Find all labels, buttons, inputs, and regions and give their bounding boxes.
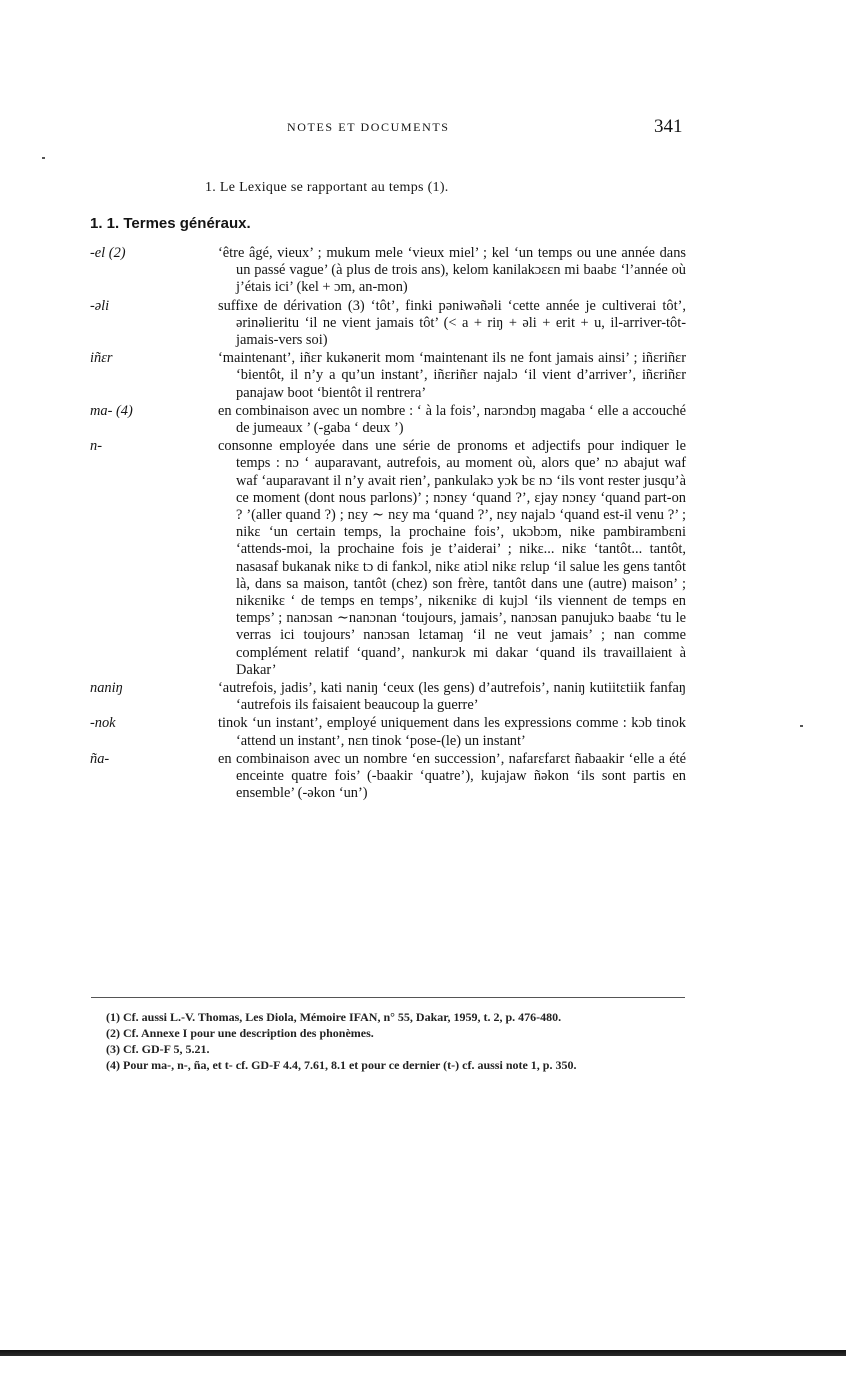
footnotes — [90, 1009, 686, 1073]
footnote-divider — [91, 997, 685, 998]
entry-term: n- — [90, 438, 102, 455]
scan-speck — [42, 157, 45, 159]
entry-term: naniŋ — [90, 680, 123, 697]
entry-definition: tinok ‘un instant’, employé uniquement dans les expressions comme : kɔb tinok ‘attend un instant’, nɛn tinok ‘pose-(le) un instant’ — [218, 715, 686, 749]
page-bottom-edge — [0, 1350, 846, 1356]
footnote: (4) Pour ma-, n-, ña, et t- cf. GD-F 4.4, 7.61, 8.1 et pour ce dernier (t-) cf. aussi note 1, p. 350. — [106, 1058, 577, 1072]
lexicon-entry — [90, 680, 686, 714]
running-head: NOTES ET DOCUMENTS — [287, 120, 450, 134]
entry-definition: ‘autrefois, jadis’, kati naniŋ ‘ceux (les gens) d’autrefois’, naniŋ kutiitɛtiik fanfaŋ ‘autrefois ils faisaient beaucoup la guerre’ — [218, 680, 686, 714]
lexicon-entries — [90, 245, 686, 804]
page-number: 341 — [654, 116, 683, 137]
lexicon-entry — [90, 298, 686, 350]
lexicon-entry — [90, 350, 686, 402]
entry-definition: consonne employée dans une série de pronoms et adjectifs pour indiquer le temps : nɔ ‘ auparavant, autrefois, au moment où, alors que’ nɔ abajut waf waf ‘auparavant il n’y avait rien’, pankulakɔ yɔk bɛ nɔ ‘ils vont rester jusqu’à ce moment (dont nous parlons)’ ; nɔnɛy ‘quand ?’, ɛjay nɔnɛy ‘quand part-on ? ’(aller quand ?) ; nɛy ∼ nɛy ma ‘quand ?’, nɛy najalɔ ‘quand est-il venu ?’ ; nikɛ ‘un certain temps, la prochaine fois’, ukɔbɔm, nike pambirambɛni ‘attends-moi, la prochaine fois je t’aiderai’ ; nikɛ... nikɛ ‘tantôt... tantôt, nasasaf bukanak nikɛ tɔ di fankɔl, nikɛ atiɔl nikɛ rɛlup ‘il salue les gens tantôt là, dans sa maison, tantôt (chez) son frère, tantôt dans une (autre) maison’ ; nikɛnikɛ ‘ de temps en temps’, nikɛnikɛ di kujɔl ‘ils viennent de temps en temps’ ; nanɔsan ∼nanɔnan ‘toujours, jamais’, nanɔsan panujukɔ baabɛ ‘tu le verras ici toujours’ nanɔsan lɛtamaŋ ‘il ne veut jamais’ ; nan comme complément relatif ‘quand’, nankurɔk mi dakar ‘quand ils travaillaient à Dakar’ — [218, 438, 686, 678]
footnote: (3) Cf. GD-F 5, 5.21. — [106, 1042, 210, 1056]
lexicon-entry — [90, 403, 686, 437]
lexicon-entry — [90, 715, 686, 749]
subsection-title: 1. 1. Termes généraux. — [90, 215, 251, 232]
entry-definition: suffixe de dérivation (3) ‘tôt’, finki pəniwəñəli ‘cette année je cultiverai tôt’, ərinəlieritu ‘il ne vient jamais tôt’ (< a + riŋ + əli + erit + u, il-arriver-tôt-jamais-vers soi) — [218, 297, 686, 349]
entry-definition: ‘maintenant’, iñɛr kukənerit mom ‘maintenant ils ne font jamais ainsi’ ; iñɛriñɛr ‘bientôt, il n’y a qu’un instant’, iñɛriñɛr najalɔ ‘il vient d’arriver’, iñɛriñɛr panajaw boot ‘bientôt il rentrera’ — [218, 350, 686, 401]
entry-definition: en combinaison avec un nombre : ‘ à la fois’, narɔndɔŋ magaba ‘ elle a accouché de jumeaux ’ (-gaba ‘ deux ’) — [218, 402, 686, 437]
section-title: 1. Le Lexique se rapportant au temps (1). — [205, 180, 449, 195]
lexicon-entry — [90, 438, 686, 679]
footnote: (2) Cf. Annexe I pour une description des phonèmes. — [106, 1026, 374, 1040]
entry-definition: ‘être âgé, vieux’ ; mukum mele ‘vieux miel’ ; kel ‘un temps ou une année dans un passé vague’ (à plus de trois ans), kelom kanilakɔɛɛn mi baabɛ ‘l’année où j’étais ici’ (kel + ɔm, an-mon) — [218, 245, 686, 296]
lexicon-entry — [90, 245, 686, 297]
entry-term: ma- (4) — [90, 402, 133, 419]
entry-term: -nok — [90, 715, 116, 732]
entry-definition: en combinaison avec un nombre ‘en succession’, nafarɛfarɛt ñabaakir ‘elle a été enceinte quatre fois’ (-baakir ‘quatre’), kujajaw ñəkon ‘ils sont partis en ensemble’ (-əkon ‘un’) — [218, 750, 686, 802]
entry-term: ña- — [90, 750, 110, 767]
lexicon-entry — [90, 751, 686, 803]
page-header — [0, 116, 846, 140]
footnote: (1) Cf. aussi L.-V. Thomas, Les Diola, Mémoire IFAN, n° 55, Dakar, 1959, t. 2, p. 476-480. — [106, 1010, 562, 1024]
scan-speck — [800, 725, 803, 727]
entry-term: iñɛr — [90, 350, 113, 367]
entry-term: -əli — [90, 297, 110, 314]
entry-term: -el (2) — [90, 245, 126, 261]
